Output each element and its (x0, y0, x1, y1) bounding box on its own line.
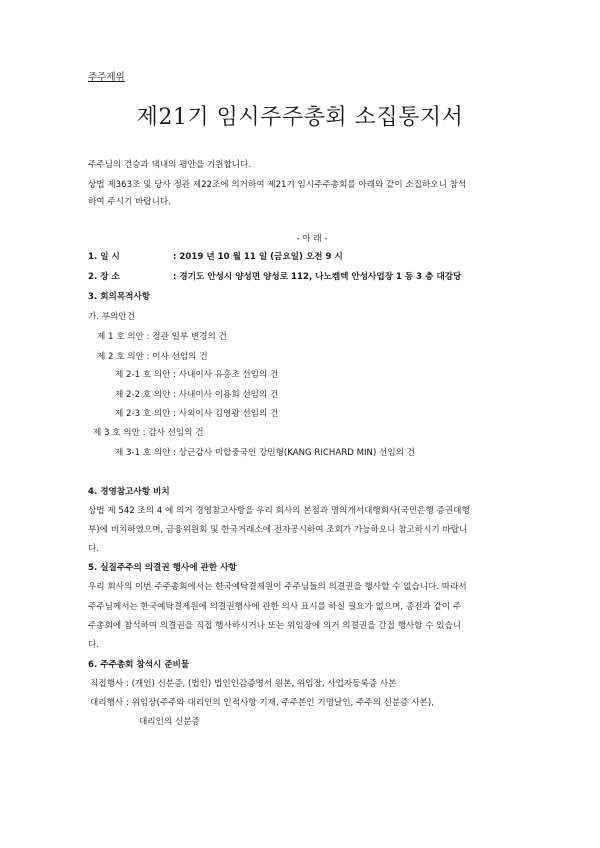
section-6-heading: 6. 주주총회 참석시 준비물 (88, 660, 190, 670)
section-5-line: 주총회에 참석하여 의결권을 직접 행사하시거나 또는 위임장에 의거 의결권을 간접 행사할 수 있습니 (88, 621, 462, 631)
section-5-line: 주주님께서는 한국예탁결제원에 의결권행사에 관한 의사 표시를 하실 필요가 없으며, 종전과 같이 주 (88, 602, 462, 612)
date-label: 1. 일 시 (88, 252, 120, 262)
section-6-line: 대리행사 : 위임장(주주와 대리인의 인적사항 기재, 주주본인 기명날인, 주주의 신분증 사본), (90, 698, 434, 708)
section-6-line: 대리인의 신분증 (139, 717, 200, 727)
agenda-item: 제 2 호 의안 : 이사 선임의 건 (97, 352, 208, 362)
section-5-heading: 5. 실질주주의 의결권 행사에 관한 사항 (88, 563, 237, 573)
below-heading: - 아 래 - (296, 234, 328, 244)
section-5-line: 우리 회사의 이번 주주총회에서는 한국예탁결제원이 주주님들의 의결권을 행사할 수 없습니다. 따라서 (88, 582, 467, 592)
agenda-item: 제 1 호 의안 : 정관 일부 변경의 건 (97, 332, 227, 342)
place-label: 2. 장 소 (88, 272, 120, 282)
intro-line-3: 하여 주시기 바랍니다. (88, 197, 171, 207)
section-4-heading: 4. 경영참고사항 비치 (88, 487, 170, 497)
intro-line-2: 상법 제363조 및 당사 정관 제22조에 의거하여 제21기 임시주주총회를 아래와 같이 소집하오니 참석 (88, 180, 467, 190)
date-value: : 2019 년 10 월 11 일 (금요일) 오전 9 시 (173, 252, 343, 262)
intro-line-1: 주주님의 건승과 댁내의 평안을 기원합니다. (88, 160, 252, 170)
agenda-subheading: 가. 부의안건 (88, 312, 135, 322)
agenda-item: 제 2-2 호 의안 : 사내이사 이용희 선임의 건 (115, 390, 279, 400)
section-4-line: 상법 제 542 조의 4 에 의거 경영참고사항을 우리 회사의 본점과 명의개서대행회사(국민은행 증권대행 (88, 506, 470, 516)
agenda-item: 제 3-1 호 의안 : 상근감사 미합중국인 강민형(KANG RICHARD MIN) 선임의 건 (115, 448, 415, 458)
section-5-line: 다. (88, 640, 100, 650)
addressee-label: 주주제위 (88, 72, 125, 83)
section-6-line: 직접행사 : (개인) 신분증, (법인) 법인인감증명서 원본, 위임장, 사업자등록증 사본 (90, 679, 397, 689)
section-4-line: 부)에 비치하였으며, 금융위원회 및 한국거래소에 전자공시하여 조회가 가능하오니 참고하시기 바랍니 (88, 525, 468, 535)
agenda-heading: 3. 회의목적사항 (88, 292, 151, 302)
document-title: 제21기 임시주주총회 소집통지서 (136, 105, 464, 130)
agenda-item: 제 2-1 호 의안 : 사내이사 유홍조 선임의 건 (115, 370, 279, 380)
agenda-item: 제 2-3 호 의안 : 사외이사 김영광 선임의 건 (115, 409, 279, 419)
section-4-line: 다. (88, 544, 100, 554)
place-value: : 경기도 안성시 양성면 양성로 112, 나노켐텍 안성사업장 1 동 3 층 대강당 (173, 272, 462, 282)
agenda-item: 제 3 호 의안 : 감사 선임의 건 (93, 428, 204, 438)
